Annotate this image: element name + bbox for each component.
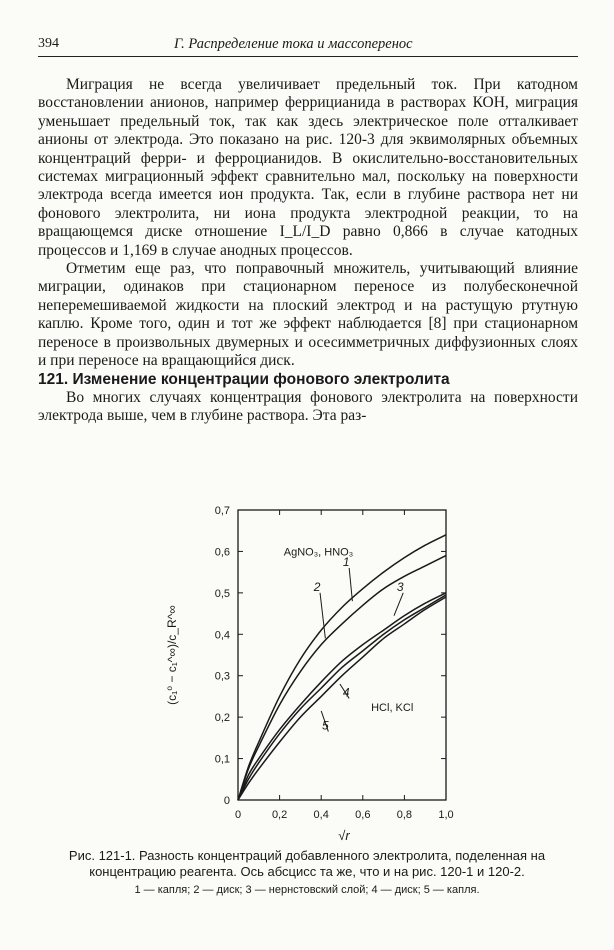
- y-tick-label: 0,3: [214, 670, 230, 683]
- curve-leader-3: [394, 593, 403, 616]
- y-tick-label: 0,1: [214, 753, 230, 766]
- curve-label-3: 3: [396, 579, 404, 594]
- curve-label-4: 4: [342, 685, 350, 700]
- annotation-hcl: HCl, KCl: [371, 701, 414, 714]
- y-tick-label: 0,2: [214, 712, 230, 725]
- x-tick-label: 0,8: [396, 809, 413, 821]
- curve-label-1: 1: [342, 554, 350, 569]
- curve-label-2: 2: [313, 579, 321, 594]
- x-tick-label: 0,6: [355, 809, 371, 821]
- y-tick-label: 0,5: [214, 587, 230, 600]
- y-tick-label: 0: [223, 795, 230, 807]
- x-tick-label: 0: [234, 809, 242, 821]
- x-axis-label: √r: [338, 828, 350, 843]
- x-tick-label: 1,0: [438, 809, 454, 821]
- page-number: 394: [38, 36, 59, 51]
- running-title: Г. Распределение тока и массоперенос: [174, 36, 413, 52]
- chart-svg: [0, 492, 614, 852]
- body-text: [38, 76, 578, 426]
- figure-121-1: [0, 492, 614, 852]
- x-tick-label: 0,2: [271, 809, 288, 821]
- y-axis-label: (c₁⁰ − c₁^∞)/c_R^∞: [165, 605, 179, 705]
- curve-label-5: 5: [322, 718, 329, 733]
- section-title: 121. Изменение концентрации фонового электролита: [38, 370, 450, 388]
- figure-caption: Рис. 121-1. Разность концентраций добавленного электролита, поделенная на концентрацию реагента. Ось абсцисс та же, что и на рис. 120-1 и 120-2.: [68, 848, 546, 879]
- y-tick-label: 0,7: [214, 505, 230, 517]
- x-tick-label: 0,4: [313, 809, 329, 821]
- page-header: [38, 34, 578, 57]
- paragraph-2: Отметим еще раз, что поправочный множитель, учитывающий влияние миграции, одинаков при стационарном переносе из полубесконечной неперемешиваемой жидкости на плоский электрод и на растущую ртутную каплю. Кроме того, один и тот же эффект наблюдается [8] при стационарном переносе в произвольных двумерных и осесимметричных диффузионных слоях и при переносе на вращающийся диск.: [38, 260, 578, 370]
- paragraph-1: Миграция не всегда увеличивает предельный ток. При катодном восстановлении анионов, например феррицианида в растворах КОН, миграция уменьшает предельный ток, так как здесь электрическое поле отталкивает анионы от электрода. Это показано на рис. 120-3 для эквимолярных объемных концентраций ферри- и ферроцианидов. В окислительно-восстановительных системах миграционный эффект сравнительно мал, поскольку на поверхности электрода всегда имеется ион продукта. Так, если в глубине раствора нет ни фонового электролита, ни иона продукта электродной реакции, то на вращающемся диске отношение I_L/I_D равно 0,866 в случае катодных процессов и 1,169 в случае анодных процессов.: [38, 76, 578, 259]
- series-line-2: [238, 556, 446, 800]
- annotation-agno3: AgNO₃, HNO₃: [283, 546, 354, 559]
- curve-leader-1: [349, 568, 352, 601]
- y-tick-label: 0,4: [214, 629, 230, 642]
- y-tick-label: 0,6: [214, 546, 230, 559]
- paragraph-3: Во многих случаях концентрация фонового электролита на поверхности электрода выше, чем в глубине раствора. Эта раз-: [38, 388, 578, 425]
- figure-legend: 1 — капля; 2 — диск; 3 — нернстовский слой; 4 — диск; 5 — капля.: [134, 884, 480, 896]
